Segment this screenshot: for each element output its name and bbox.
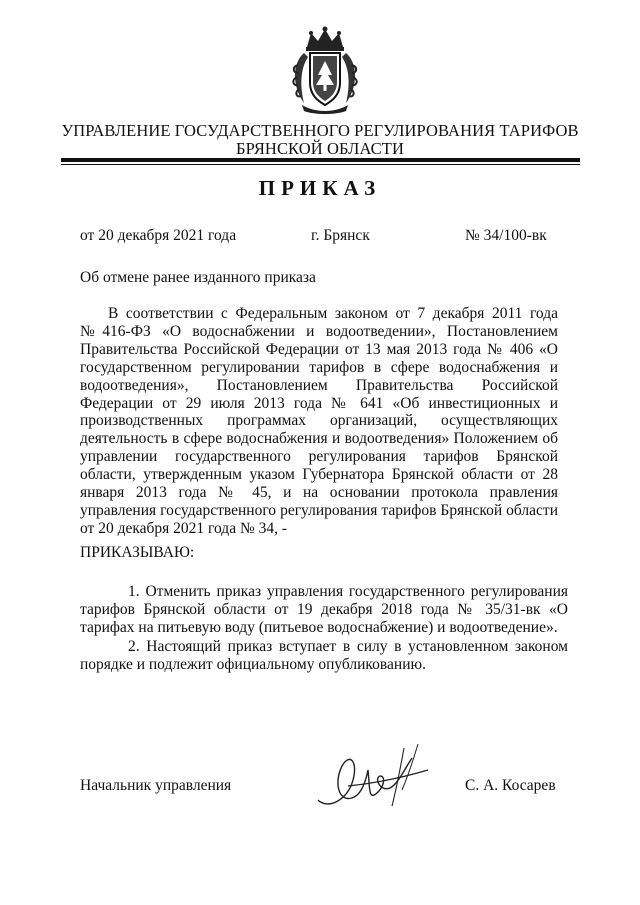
document-date: от 20 декабря 2021 года (80, 227, 237, 244)
document-city: г. Брянск (311, 227, 370, 244)
document-title: ПРИКАЗ (258, 176, 382, 200)
handwritten-signature-icon (308, 740, 438, 820)
signatory-position: Начальник управления (80, 777, 232, 794)
document-number: № 34/100-вк (465, 227, 547, 244)
organization-name-line2: БРЯНСКОЙ ОБЛАСТИ (236, 139, 404, 158)
coat-of-arms-icon (290, 25, 360, 115)
order-item-2: 2. Настоящий приказ вступает в силу в установленном законом порядке и подлежит официальному опубликованию. (80, 638, 568, 673)
header-divider-thin (61, 164, 580, 165)
signatory-name: С. А. Косарев (465, 777, 556, 794)
document-subject: Об отмене ранее изданного приказа (80, 269, 316, 286)
organization-name-line1: УПРАВЛЕНИЕ ГОСУДАРСТВЕННОГО РЕГУЛИРОВАНИЯ ТАРИФОВ (61, 121, 579, 140)
order-item-1: 1. Отменить приказ управления государственного регулирования тарифов Брянской области от 19 декабря 2018 года № 35/31-вк «О тарифах на питьевую воду (питьевое водоснабжение) и водоотведение». (80, 583, 568, 636)
document-preamble: В соответствии с Федеральным законом от 7 декабря 2011 года №416-ФЗ «О водоснабжении и водоотведении», Постановлением Правительства Российской Федерации от 13 мая 2013 года № 406 «О государственном регулировании тарифов в сфере водоснабжения и водоотведения», Постановлением Правительства Российской Федерации от 29 июля 2013 года № 641 «Об инвестиционных и производственных программах организаций, осуществляющих деятельность в сфере водоснабжения и водоотведения» Положением об управлении государственного регулирования тарифов Брянской области, утвержденным указом Губернатора Брянской области от 28 января 2013 года № 45, и на основании протокола правления управления государственного регулирования тарифов Брянской области от 20 декабря 2021 года № 34, - (80, 305, 558, 537)
header-divider-thick (61, 158, 580, 162)
order-word: ПРИКАЗЫВАЮ: (80, 544, 195, 561)
